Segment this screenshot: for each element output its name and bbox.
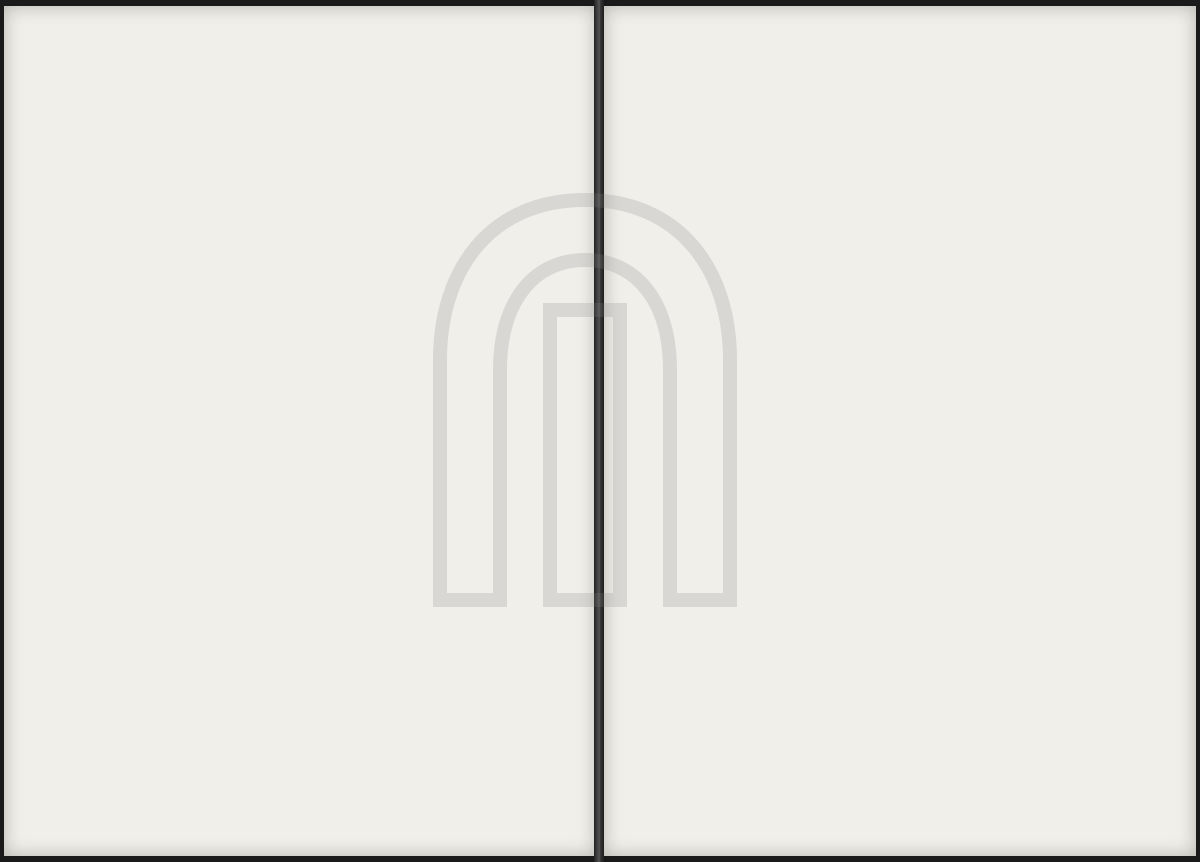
left-page	[4, 6, 596, 856]
left-register-grid	[4, 6, 596, 856]
right-page	[604, 6, 1196, 856]
right-register-grid	[604, 6, 1196, 856]
